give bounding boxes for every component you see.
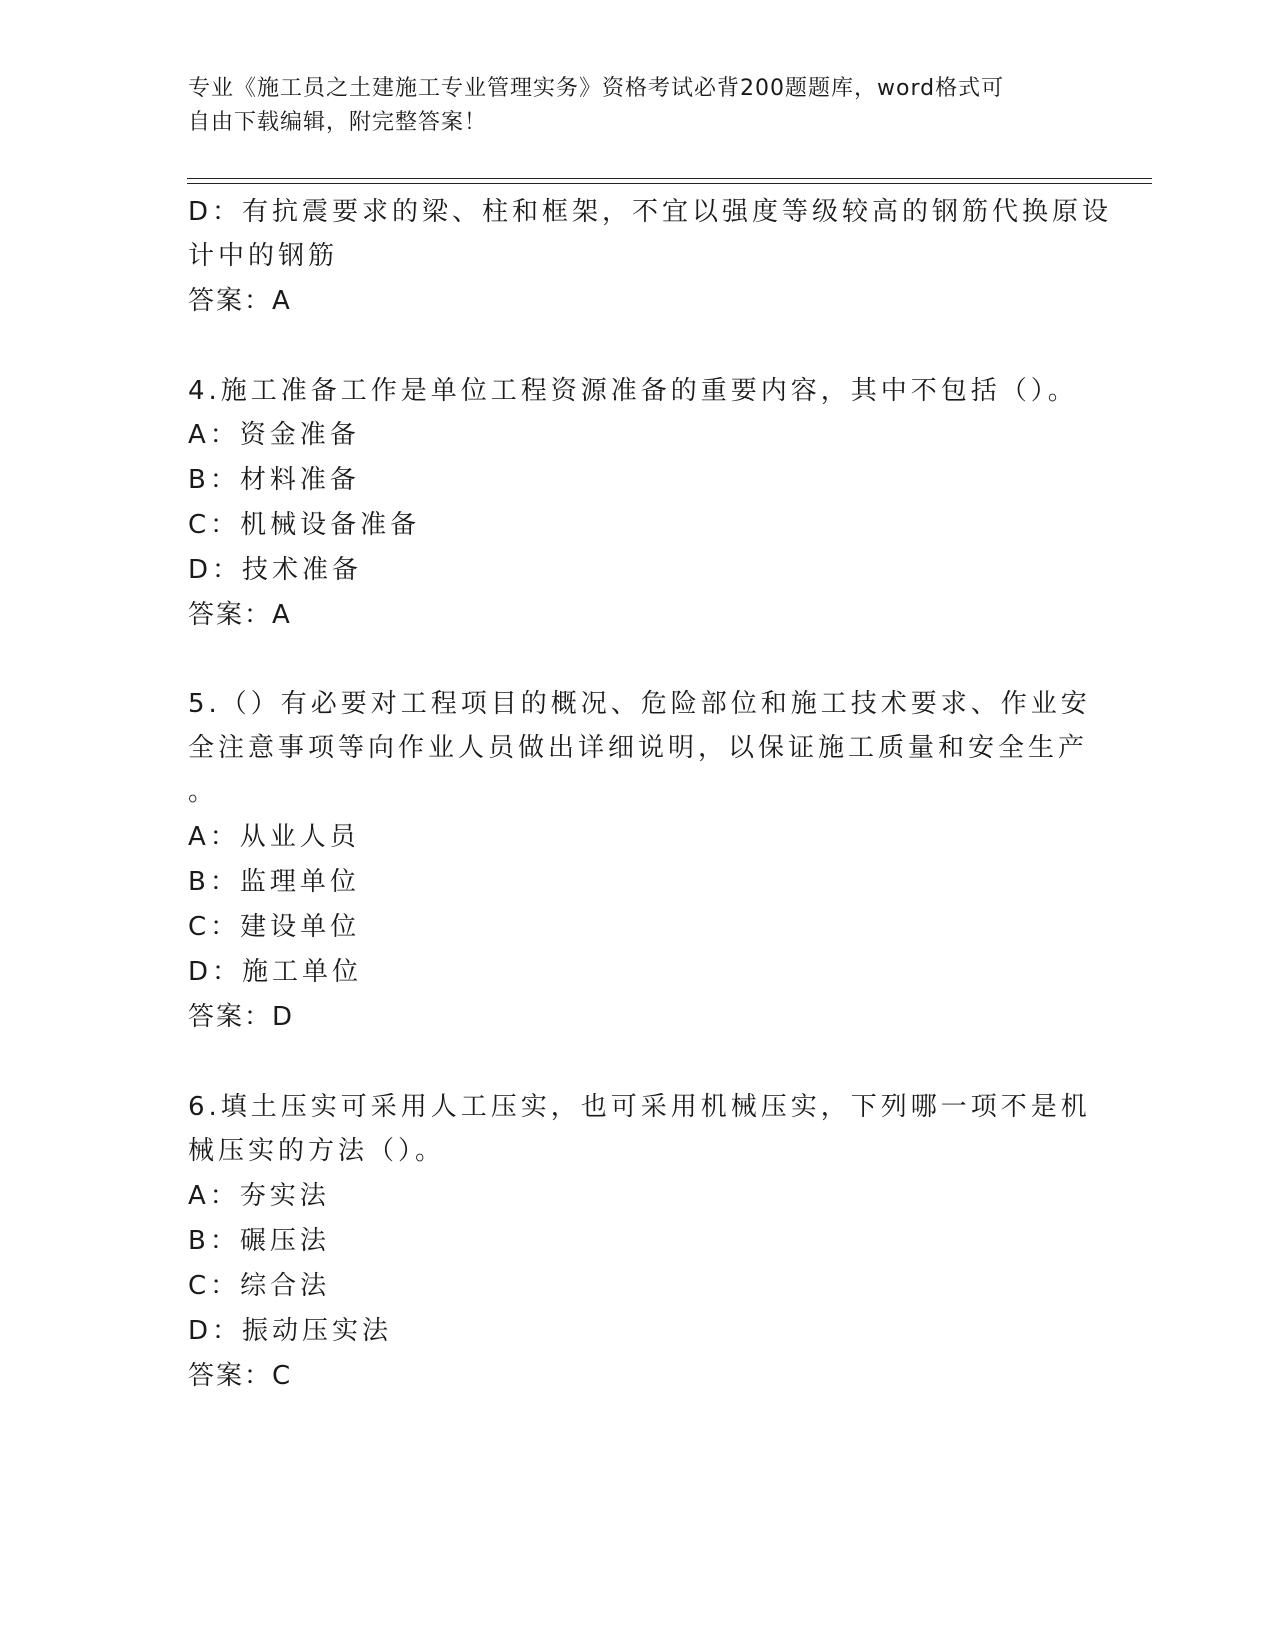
q4-option-a: A：资金准备 [188, 420, 360, 450]
q4-answer: 答案：A [188, 600, 292, 630]
q4-option-b: B：材料准备 [188, 465, 360, 495]
q5-option-c: C：建设单位 [188, 912, 361, 942]
q5-stem-line-3: 。 [188, 777, 219, 807]
q4-stem: 4.施工准备工作是单位工程资源准备的重要内容，其中不包括（）。 [188, 376, 1078, 406]
q5-option-b: B：监理单位 [188, 867, 360, 897]
header-rule-bottom [187, 183, 1152, 184]
q6-stem-line-2: 械压实的方法（）。 [188, 1136, 446, 1166]
q3-option-d-line-2: 计中的钢筋 [188, 241, 339, 271]
q6-answer: 答案：C [188, 1361, 293, 1391]
q3-answer: 答案：A [188, 286, 292, 316]
q6-option-b: B：碾压法 [188, 1226, 330, 1256]
q3-option-d-line-1: D：有抗震要求的梁、柱和框架，不宜以强度等级较高的钢筋代换原设 [188, 197, 1113, 227]
q4-option-d: D：技术准备 [188, 555, 363, 585]
q5-option-d: D：施工单位 [188, 957, 363, 987]
q6-option-a: A：夯实法 [188, 1181, 330, 1211]
q6-stem-line-1: 6.填土压实可采用人工压实，也可采用机械压实，下列哪一项不是机 [188, 1092, 1091, 1122]
q5-stem-line-1: 5.（）有必要对工程项目的概况、危险部位和施工技术要求、作业安 [188, 689, 1091, 719]
q4-option-c: C：机械设备准备 [188, 510, 421, 540]
q6-option-c: C：综合法 [188, 1271, 331, 1301]
header-rule-top [187, 178, 1152, 179]
q6-option-d: D：振动压实法 [188, 1316, 393, 1346]
document-header [188, 72, 1068, 140]
q5-option-a: A：从业人员 [188, 822, 360, 852]
q5-answer: 答案：D [188, 1002, 295, 1032]
q5-stem-line-2: 全注意事项等向作业人员做出详细说明，以保证施工质量和安全生产 [188, 733, 1089, 763]
header-line-1: 专业《施工员之土建施工专业管理实务》资格考试必背200题题库，word格式可 [188, 76, 1005, 101]
header-line-2: 自由下载编辑，附完整答案！ [188, 110, 488, 135]
